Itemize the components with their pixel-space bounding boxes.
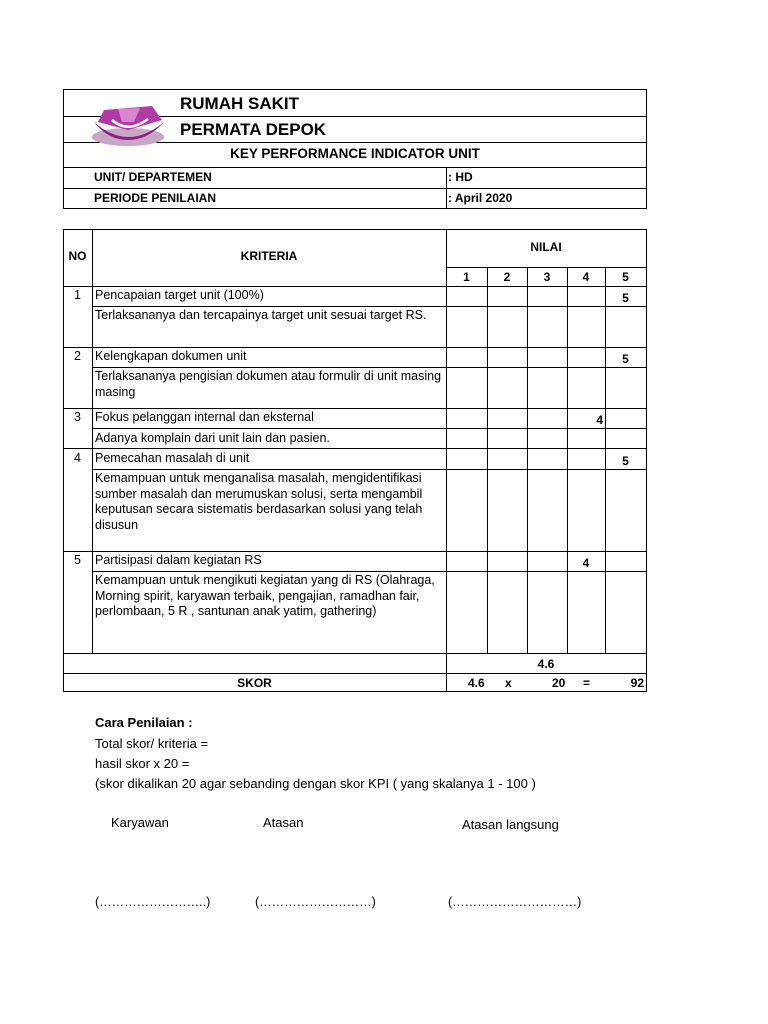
signature-line-karyawan: (……………………..): [95, 895, 211, 909]
row-number: 2: [74, 349, 81, 363]
score-value: 4: [596, 413, 603, 427]
scale-1: 1: [463, 270, 470, 284]
criteria-title: Pemecahan masalah di unit: [95, 451, 250, 465]
criteria-title: Pencapaian target unit (100%): [95, 288, 264, 302]
hospital-name-line1: RUMAH SAKIT: [180, 94, 299, 113]
skor-label: SKOR: [237, 676, 272, 690]
notes-line3: (skor dikalikan 20 agar sebanding dengan skor KPI ( yang skalanya 1 - 100 ): [95, 776, 536, 791]
period-value: : April 2020: [448, 191, 513, 205]
scale-3: 3: [543, 270, 551, 284]
score-value: 4: [582, 556, 590, 570]
criteria-description: Kemampuan untuk menganalisa masalah, mengidentifikasi sumber masalah dan merumuskan solusi, serta mengambil keputusan secara sistematis berdasarkan solusi yang telah disusun: [95, 471, 423, 532]
hospital-name-line2: PERMATA DEPOK: [180, 120, 327, 139]
criteria-description: Adanya komplain dari unit lain dan pasien.: [95, 431, 330, 445]
scale-5: 5: [622, 270, 629, 284]
score-value: 5: [622, 352, 629, 366]
signature-line-atasan: (………………………): [255, 895, 376, 909]
hospital-logo: [88, 100, 170, 150]
col-no-header: NO: [68, 249, 87, 263]
notes-line1: Total skor/ kriteria =: [95, 736, 209, 751]
row-number: 4: [74, 451, 81, 465]
notes-line2: hasil skor x 20 =: [95, 756, 190, 771]
scale-2: 2: [503, 270, 511, 284]
document-title: KEY PERFORMANCE INDICATOR UNIT: [230, 146, 480, 161]
col-kriteria-header: KRITERIA: [240, 249, 298, 263]
score-value: 5: [622, 454, 629, 468]
unit-value: : HD: [448, 170, 473, 184]
criteria-description: Terlaksananya pengisian dokumen atau formulir di unit masing masing: [95, 369, 442, 399]
skor-factor: 20: [552, 676, 566, 690]
unit-label: UNIT/ DEPARTEMEN: [94, 170, 212, 184]
criteria-description: Kemampuan untuk mengikuti kegiatan yang di RS (Olahraga, Morning spirit, karyawan terbaik, pengajian, ramadhan fair, perlombaan, 5 R , santunan anak yatim, gathering): [95, 573, 435, 618]
skor-result: 92: [630, 676, 644, 690]
skor-average: 4.6: [468, 676, 485, 690]
row-number: 3: [74, 410, 81, 424]
skor-equals: =: [583, 676, 591, 690]
score-value: 5: [622, 291, 629, 305]
criteria-description: Terlaksananya dan tercapainya target unit sesuai target RS.: [95, 308, 427, 322]
signature-atasan-langsung-label: Atasan langsung: [462, 817, 559, 832]
signature-line-atasan-langsung: (…………………………): [448, 895, 582, 909]
col-nilai-header: NILAI: [530, 240, 562, 254]
average-score: 4.6: [537, 657, 555, 671]
signature-karyawan-label: Karyawan: [111, 815, 169, 830]
scale-4: 4: [582, 270, 590, 284]
signature-atasan-label: Atasan: [263, 815, 304, 830]
criteria-title: Kelengkapan dokumen unit: [95, 349, 247, 363]
row-number: 5: [74, 553, 81, 567]
notes-heading: Cara Penilaian :: [95, 715, 193, 730]
criteria-title: Partisipasi dalam kegiatan RS: [95, 553, 262, 567]
period-label: PERIODE PENILAIAN: [94, 191, 217, 205]
skor-times: x: [505, 676, 512, 690]
row-number: 1: [74, 288, 81, 302]
criteria-title: Fokus pelanggan internal dan eksternal: [95, 410, 314, 424]
